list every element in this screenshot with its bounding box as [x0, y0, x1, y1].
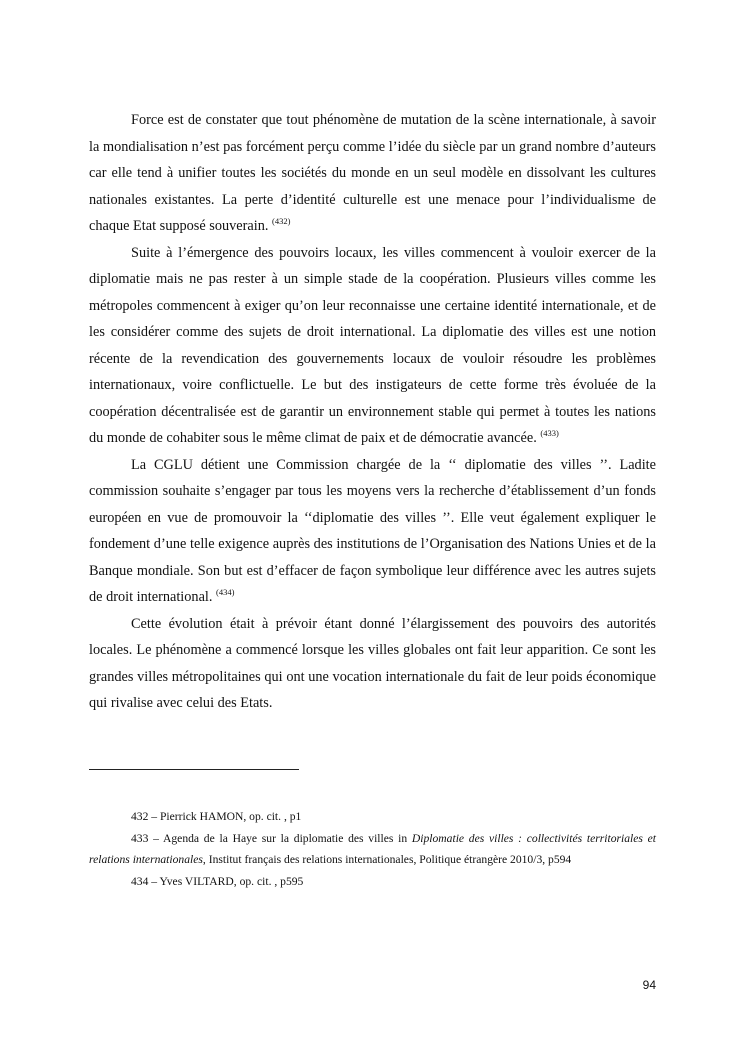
paragraph: [89, 452, 656, 611]
footnote-433-title: Diplomatie des villes : collectivités territoriales et relations internationales: [89, 831, 657, 867]
footnote-ref[interactable]: (434): [216, 587, 235, 597]
paragraph: [89, 611, 656, 717]
paragraph-text: Suite à l’émergence des pouvoirs locaux, les villes commencent à vouloir exercer de la diplomatie mais ne pas rester à un simple stade de la coopération. Plusieurs villes comme les métropoles commencent à exiger qu’on leur reconnaisse une certaine identité internationale, et de les considérer comme des sujets de droit international. La diplomatie des villes est une notion récente de la revendication des gouvernements locaux de vouloir résoudre les problèmes internationaux, voire conflictuelle. Le but des instigateurs de cette forme très évoluée de la coopération décentralisée est de garantir un environnement stable qui permet à toutes les nations du monde de cohabiter sous le même climat de paix et de démocratie avancée.: [89, 244, 656, 446]
footnote-433-source: , Institut français des relations internationales, Politique étrangère 2010/3, p594: [202, 853, 572, 867]
footnote-ref[interactable]: (432): [272, 216, 291, 226]
paragraph-text: La CGLU détient une Commission chargée de la ‘‘ diplomatie des villes ’’. Ladite commission souhaite s’engager par tous les moyens vers la recherche d’établissement d’un fonds européen en vue de promouvoir la ‘‘diplomatie des villes ’’. Elle veut également expliquer le fondement d’une telle exigence auprès des institutions de l’Organisation des Nations Unies et de la Banque mondiale. Son but est d’effacer de façon symbolique leur différence avec les autres sujets de droit international.: [89, 456, 656, 605]
footnote-separator: [89, 769, 299, 770]
paragraph-text: Force est de constater que tout phénomène de mutation de la scène internationale, à savoir la mondialisation n’est pas forcément perçu comme l’idée du siècle par un grand nombre d’auteurs car elle tend à unifier toutes les sociétés du monde en un seul modèle en dissolvant les cultures nationales existantes. La perte d’identité culturelle est une menace pour l’individualisme de chaque Etat supposé souverain.: [89, 112, 656, 234]
body-text: [89, 107, 656, 717]
paragraph: [89, 240, 656, 452]
page-number: 94: [642, 978, 656, 992]
footnote-434: 434 – Yves VILTARD, op. cit. , p595: [131, 874, 304, 888]
paragraph-text: Cette évolution était à prévoir étant donné l’élargissement des pouvoirs des autorités locales. Le phénomène a commencé lorsque les villes globales ont fait leur apparition. Ce sont les grandes villes métropolitaines qui ont une vocation internationale du fait de leur poids économique qui rivalise avec celui des Etats.: [89, 615, 656, 711]
footnote-433: [89, 828, 656, 871]
footnote-433-text: 433 – Agenda de la Haye sur la diplomatie des villes in: [131, 831, 412, 845]
paragraph: [89, 107, 656, 240]
footnotes: [89, 806, 656, 892]
footnote-432: 432 – Pierrick HAMON, op. cit. , p1: [131, 810, 302, 823]
footnote-ref[interactable]: (433): [540, 428, 559, 438]
